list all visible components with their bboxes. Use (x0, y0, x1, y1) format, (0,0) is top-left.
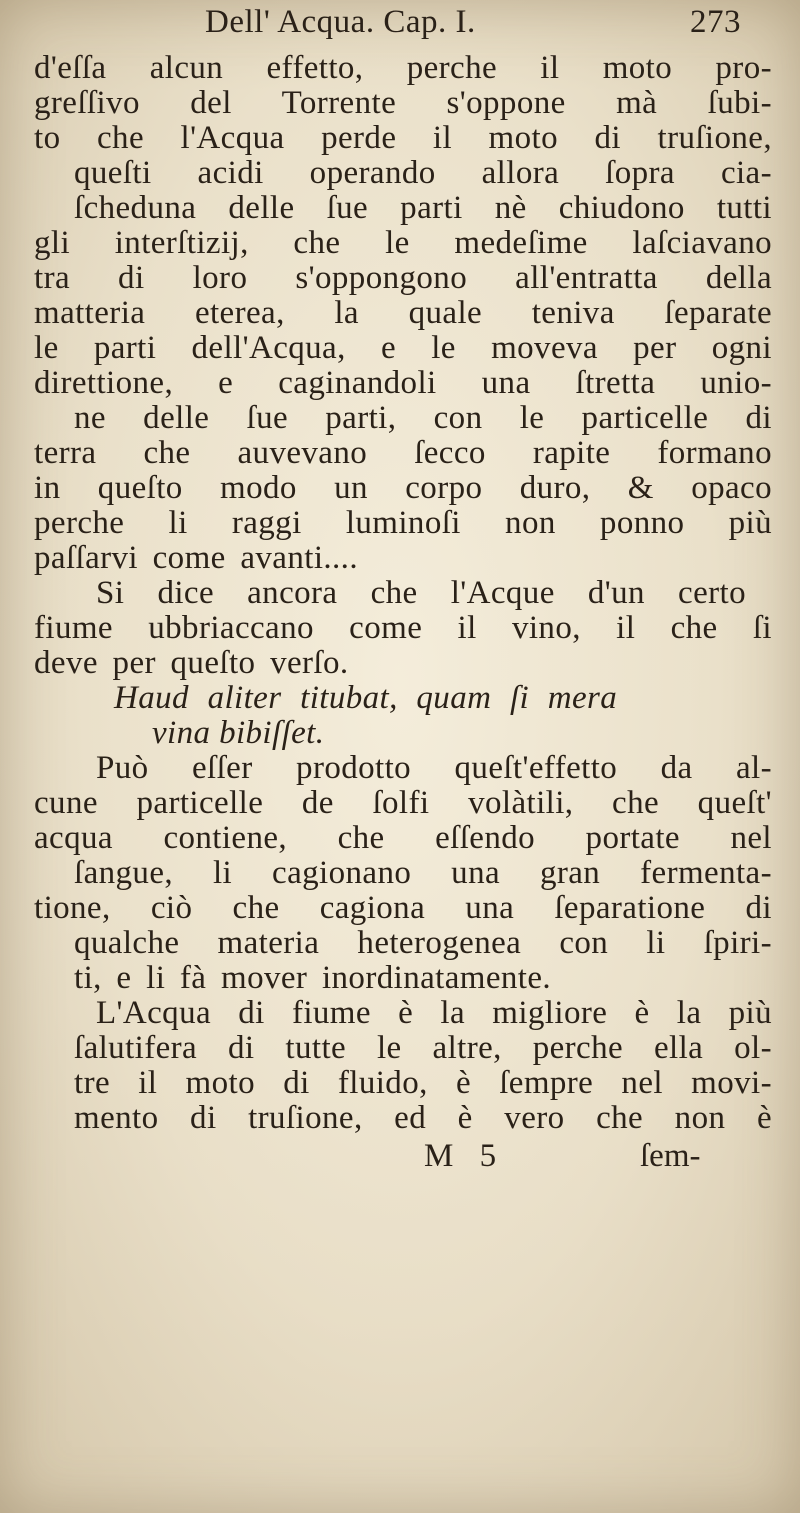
quote-line: vina bibiſſet. (152, 716, 325, 751)
text-line: Si dice ancora che l'Acque d'un certo (96, 576, 746, 611)
text-line: tra di loro s'oppongono all'entratta della (34, 261, 772, 296)
text-line: terra che auvevano ſecco rapite formano (34, 436, 772, 471)
text-line: tre il moto di fluido, è ſempre nel movi- (74, 1066, 772, 1101)
text-block (34, 51, 772, 1176)
text-line: L'Acqua di fiume è la migliore è la più (96, 996, 772, 1031)
text-line: le parti dell'Acqua, e le moveva per ogni (34, 331, 772, 366)
text-line: d'eſſa alcun effetto, perche il moto pro- (34, 51, 772, 86)
quote-line: Haud aliter titubat, quam ſi mera (114, 681, 618, 716)
text-line: to che l'Acqua perde il moto di truſione, (34, 121, 772, 156)
text-line: cune particelle de ſolfi volàtili, che queſt' (34, 786, 772, 821)
page-number: 273 (690, 4, 741, 40)
text-line: direttione, e caginandoli una ſtretta unio- (34, 366, 772, 401)
running-head (0, 2, 800, 42)
text-line: mento di truſione, ed è vero che non è (74, 1101, 772, 1136)
text-line: ſcheduna delle ſue parti nè chiudono tutti (74, 191, 772, 226)
text-line: gli interſtizij, che le medeſime laſciavano (34, 226, 772, 261)
catchword: ſem- (640, 1138, 701, 1174)
text-line: ne delle ſue parti, con le particelle di (74, 401, 772, 436)
text-line: qualche materia heterogenea con li ſpiri- (74, 926, 772, 961)
text-line: fiume ubbriaccano come il vino, il che ſi (34, 611, 772, 646)
text-line: greſſivo del Torrente s'oppone mà ſubi- (34, 86, 772, 121)
text-line: queſti acidi operando allora ſopra cia- (74, 156, 772, 191)
signature-mark: M 5 (424, 1138, 497, 1174)
text-line: ſalutifera di tutte le altre, perche ella ol- (74, 1031, 772, 1066)
text-line: paſſarvi come avanti.... (34, 541, 358, 576)
text-line: ſangue, li cagionano una gran fermenta- (74, 856, 772, 891)
text-line: in queſto modo un corpo duro, & opaco (34, 471, 772, 506)
text-line: tione, ciò che cagiona una ſeparatione di (34, 891, 772, 926)
text-line: perche li raggi luminoſi non ponno più (34, 506, 772, 541)
text-line: ti, e li fà mover inordinatamente. (74, 961, 552, 996)
text-line: acqua contiene, che eſſendo portate nel (34, 821, 772, 856)
text-line: Può eſſer prodotto queſt'effetto da al- (96, 751, 772, 786)
text-line: deve per queſto verſo. (34, 646, 349, 681)
page-footer (34, 1136, 772, 1176)
running-title: Dell' Acqua. Cap. I. (205, 4, 476, 40)
text-line: matteria eterea, la quale teniva ſeparate (34, 296, 772, 331)
